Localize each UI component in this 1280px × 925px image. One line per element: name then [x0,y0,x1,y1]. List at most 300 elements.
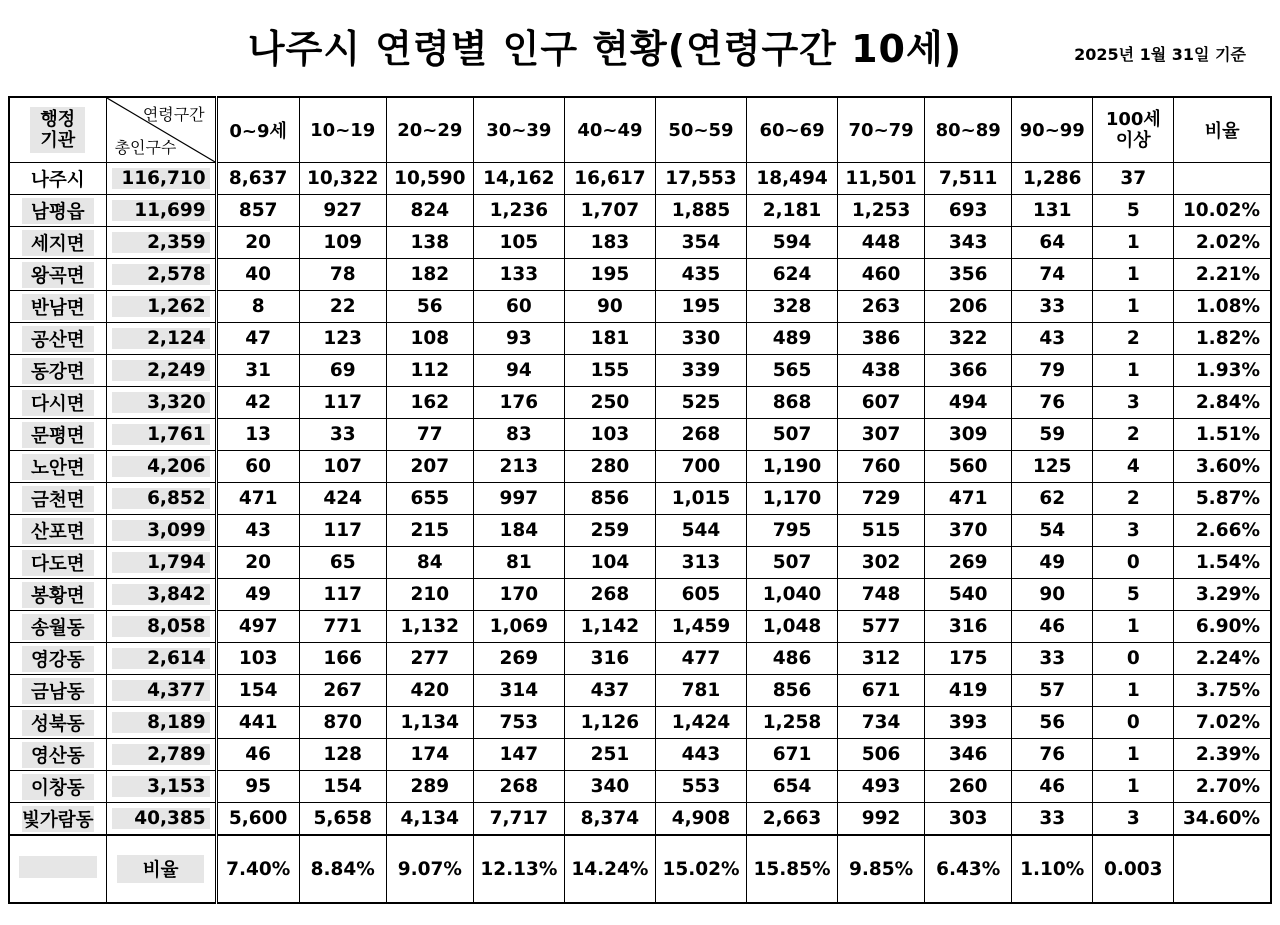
row-age-value: 117 [299,515,386,547]
row-age-value: 307 [838,419,925,451]
row-age-value: 525 [655,387,746,419]
header-age-col: 60~69 [747,97,838,163]
table-row [9,387,1271,419]
row-age-value: 753 [473,707,564,739]
row-over100-value: 3 [1093,803,1174,836]
row-age-value: 184 [473,515,564,547]
row-total-cell [106,483,216,515]
row-ratio-value: 7.02% [1174,707,1271,739]
row-age-value: 20 [216,547,299,579]
table-row [9,579,1271,611]
row-age-value: 64 [1012,227,1093,259]
row-over100-value: 1 [1093,355,1174,387]
table-row [9,259,1271,291]
row-age-value: 2,181 [747,195,838,227]
row-gov-name-cell [9,259,106,291]
table-row [9,451,1271,483]
table-row [9,323,1271,355]
row-age-value: 303 [925,803,1012,836]
table-row [9,483,1271,515]
row-age-value: 268 [473,771,564,803]
table-row [9,163,1271,195]
row-age-value: 166 [299,643,386,675]
row-total-cell [106,515,216,547]
row-total: 2,124 [112,328,210,349]
row-age-value: 1,170 [747,483,838,515]
row-total-cell [106,419,216,451]
row-ratio-value [1174,163,1271,195]
row-age-value: 460 [838,259,925,291]
row-age-value: 42 [216,387,299,419]
row-age-value: 7,717 [473,803,564,836]
row-ratio-value: 1.51% [1174,419,1271,451]
row-gov-name: 다도면 [22,550,94,576]
row-total-cell [106,259,216,291]
row-age-value: 506 [838,739,925,771]
row-age-value: 560 [925,451,1012,483]
row-age-value: 11,501 [838,163,925,195]
row-age-value: 269 [473,643,564,675]
header-over100-line2: 이상 [1115,130,1151,151]
row-age-value: 1,132 [386,611,473,643]
row-total: 2,359 [112,232,210,253]
row-over100-value: 4 [1093,451,1174,483]
row-age-value: 162 [386,387,473,419]
row-age-value: 174 [386,739,473,771]
row-age-value: 624 [747,259,838,291]
row-gov-name: 세지면 [22,230,94,256]
row-ratio-value: 3.29% [1174,579,1271,611]
row-age-value: 438 [838,355,925,387]
row-over100-value: 0 [1093,707,1174,739]
row-ratio-value: 2.39% [1174,739,1271,771]
row-age-value: 1,286 [1012,163,1093,195]
row-gov-name-cell [9,163,106,195]
row-age-value: 868 [747,387,838,419]
row-age-value: 109 [299,227,386,259]
row-age-value: 74 [1012,259,1093,291]
row-total: 1,794 [112,552,210,573]
row-gov-name-cell [9,675,106,707]
row-age-value: 1,190 [747,451,838,483]
row-age-value: 771 [299,611,386,643]
row-over100-value: 5 [1093,195,1174,227]
row-age-value: 316 [925,611,1012,643]
row-gov-name: 나주시 [30,169,85,191]
row-over100-value: 1 [1093,227,1174,259]
row-gov-name-cell [9,515,106,547]
row-age-value: 93 [473,323,564,355]
row-age-value: 183 [564,227,655,259]
row-age-value: 544 [655,515,746,547]
row-age-value: 259 [564,515,655,547]
row-age-value: 354 [655,227,746,259]
row-total-cell [106,579,216,611]
row-age-value: 343 [925,227,1012,259]
row-age-value: 33 [299,419,386,451]
footer-blank-shade [19,856,97,878]
row-total-cell [106,323,216,355]
row-gov-name-cell [9,771,106,803]
row-over100-value: 2 [1093,323,1174,355]
row-age-value: 108 [386,323,473,355]
row-age-value: 1,048 [747,611,838,643]
row-age-value: 700 [655,451,746,483]
row-age-value: 104 [564,547,655,579]
footer-age-ratio: 15.85% [747,835,838,903]
row-gov-name-cell [9,227,106,259]
row-total: 3,153 [112,776,210,797]
row-age-value: 419 [925,675,1012,707]
row-age-value: 65 [299,547,386,579]
row-total-cell [106,675,216,707]
table-row [9,547,1271,579]
row-gov-name-cell [9,291,106,323]
row-age-value: 8,637 [216,163,299,195]
reference-date: 2025년 1월 31일 기준 [1074,45,1246,64]
row-age-value: 33 [1012,803,1093,836]
row-age-value: 77 [386,419,473,451]
row-age-value: 8 [216,291,299,323]
row-age-value: 133 [473,259,564,291]
row-total: 3,320 [112,392,210,413]
row-age-value: 565 [747,355,838,387]
row-age-value: 56 [1012,707,1093,739]
row-age-value: 540 [925,579,1012,611]
row-age-value: 95 [216,771,299,803]
row-ratio-value: 3.75% [1174,675,1271,707]
row-ratio-value: 2.84% [1174,387,1271,419]
row-age-value: 117 [299,387,386,419]
row-age-value: 170 [473,579,564,611]
row-age-value: 207 [386,451,473,483]
row-age-value: 31 [216,355,299,387]
row-total: 11,699 [112,200,210,221]
row-over100-value: 1 [1093,771,1174,803]
row-age-value: 90 [1012,579,1093,611]
row-gov-name: 공산면 [22,326,94,352]
row-over100-value: 1 [1093,611,1174,643]
footer-ratio-blank [1174,835,1271,903]
row-gov-name: 산포면 [22,518,94,544]
footer-age-ratio: 14.24% [564,835,655,903]
row-ratio-value: 2.70% [1174,771,1271,803]
row-gov-name: 빛가람동 [22,806,94,832]
row-age-value: 60 [473,291,564,323]
row-total-cell [106,547,216,579]
table-row [9,291,1271,323]
row-ratio-value: 2.24% [1174,643,1271,675]
row-age-value: 748 [838,579,925,611]
table-row [9,515,1271,547]
row-over100-value: 2 [1093,419,1174,451]
row-total-cell [106,707,216,739]
row-age-value: 215 [386,515,473,547]
header-over100 [1093,97,1174,163]
row-ratio-value: 2.21% [1174,259,1271,291]
header-age-col: 0~9세 [216,97,299,163]
row-age-value: 206 [925,291,1012,323]
row-total: 1,761 [112,424,210,445]
row-over100-value: 3 [1093,515,1174,547]
row-age-value: 10,590 [386,163,473,195]
row-age-value: 147 [473,739,564,771]
row-age-value: 2,663 [747,803,838,836]
row-age-value: 448 [838,227,925,259]
footer-age-ratio: 1.10% [1012,835,1093,903]
row-total-cell [106,771,216,803]
row-age-value: 494 [925,387,1012,419]
row-age-value: 155 [564,355,655,387]
row-age-value: 927 [299,195,386,227]
row-age-value: 486 [747,643,838,675]
row-gov-name: 반남면 [22,294,94,320]
row-gov-name-cell [9,387,106,419]
row-gov-name: 동강면 [22,358,94,384]
footer-ratio-row [9,835,1271,903]
footer-over100-ratio: 0.003 [1093,835,1174,903]
row-age-value: 857 [216,195,299,227]
row-over100-value: 3 [1093,387,1174,419]
row-age-value: 4,908 [655,803,746,836]
footer-age-ratio: 9.85% [838,835,925,903]
row-age-value: 269 [925,547,1012,579]
row-age-value: 1,885 [655,195,746,227]
row-age-value: 60 [216,451,299,483]
row-age-value: 1,142 [564,611,655,643]
row-total: 2,614 [112,648,210,669]
header-age-col: 70~79 [838,97,925,163]
row-ratio-value: 2.02% [1174,227,1271,259]
table-row [9,803,1271,836]
row-gov-name: 왕곡면 [22,262,94,288]
row-over100-value: 1 [1093,291,1174,323]
row-age-value: 1,015 [655,483,746,515]
row-gov-name: 봉황면 [22,582,94,608]
row-over100-value: 2 [1093,483,1174,515]
header-age-col: 90~99 [1012,97,1093,163]
row-age-value: 33 [1012,643,1093,675]
row-age-value: 1,040 [747,579,838,611]
population-table [8,96,1272,904]
row-age-value: 302 [838,547,925,579]
row-age-value: 489 [747,323,838,355]
row-total: 2,789 [112,744,210,765]
header-age-col: 10~19 [299,97,386,163]
row-age-value: 57 [1012,675,1093,707]
row-age-value: 154 [299,771,386,803]
row-over100-value: 0 [1093,547,1174,579]
row-gov-name-cell [9,483,106,515]
row-age-value: 251 [564,739,655,771]
row-total: 4,377 [112,680,210,701]
row-age-value: 856 [564,483,655,515]
header-over100-line1: 100세 [1105,109,1161,130]
row-age-value: 138 [386,227,473,259]
row-age-value: 515 [838,515,925,547]
row-age-value: 856 [747,675,838,707]
table-row [9,739,1271,771]
row-age-value: 497 [216,611,299,643]
row-age-value: 328 [747,291,838,323]
row-age-value: 366 [925,355,1012,387]
row-age-value: 471 [216,483,299,515]
row-age-value: 312 [838,643,925,675]
row-age-value: 330 [655,323,746,355]
row-age-value: 605 [655,579,746,611]
footer-label: 비율 [117,855,205,883]
row-total-cell [106,803,216,836]
row-age-value: 507 [747,547,838,579]
row-total-cell [106,739,216,771]
row-age-value: 22 [299,291,386,323]
row-age-value: 471 [925,483,1012,515]
row-total-cell [106,643,216,675]
row-age-value: 4,134 [386,803,473,836]
table-row [9,611,1271,643]
row-age-value: 128 [299,739,386,771]
row-age-value: 443 [655,739,746,771]
header-gov-unit [9,97,106,163]
table-row [9,227,1271,259]
header-age-col: 50~59 [655,97,746,163]
row-age-value: 322 [925,323,1012,355]
footer-age-ratio: 12.13% [473,835,564,903]
table-row [9,771,1271,803]
row-age-value: 339 [655,355,746,387]
row-total-cell [106,291,216,323]
page-title: 나주시 연령별 인구 현황(연령구간 10세) [247,27,963,71]
table-row [9,643,1271,675]
row-age-value: 346 [925,739,1012,771]
row-gov-name-cell [9,323,106,355]
row-age-value: 18,494 [747,163,838,195]
row-ratio-value: 6.90% [1174,611,1271,643]
row-age-value: 760 [838,451,925,483]
row-total-cell [106,611,216,643]
header-row [9,97,1271,163]
row-age-value: 424 [299,483,386,515]
row-age-value: 729 [838,483,925,515]
row-gov-name-cell [9,643,106,675]
row-age-value: 693 [925,195,1012,227]
row-total: 2,249 [112,360,210,381]
row-age-value: 176 [473,387,564,419]
row-over100-value: 37 [1093,163,1174,195]
footer-age-ratio: 9.07% [386,835,473,903]
row-gov-name-cell [9,547,106,579]
row-age-value: 103 [564,419,655,451]
header-gov-line2: 기관 [40,130,76,151]
header-age-col: 20~29 [386,97,473,163]
row-age-value: 10,322 [299,163,386,195]
row-age-value: 594 [747,227,838,259]
row-age-value: 154 [216,675,299,707]
row-age-value: 105 [473,227,564,259]
row-age-value: 997 [473,483,564,515]
footer-age-ratio: 15.02% [655,835,746,903]
row-gov-name-cell [9,707,106,739]
row-age-value: 47 [216,323,299,355]
row-age-value: 250 [564,387,655,419]
row-age-value: 131 [1012,195,1093,227]
row-age-value: 43 [216,515,299,547]
row-total: 116,710 [112,168,210,189]
header-corner [106,97,216,163]
row-age-value: 195 [564,259,655,291]
row-age-value: 175 [925,643,1012,675]
row-age-value: 437 [564,675,655,707]
header-age-col: 40~49 [564,97,655,163]
header-gov-shade [30,107,85,153]
row-gov-name: 노안면 [22,454,94,480]
row-age-value: 1,134 [386,707,473,739]
row-age-value: 79 [1012,355,1093,387]
header-total-pop-label: 총인구수 [114,138,177,157]
row-age-value: 49 [1012,547,1093,579]
row-age-value: 181 [564,323,655,355]
row-gov-name: 남평읍 [22,198,94,224]
row-age-value: 1,707 [564,195,655,227]
table-row [9,419,1271,451]
row-ratio-value: 1.82% [1174,323,1271,355]
row-gov-name: 영산동 [22,742,94,768]
row-age-value: 210 [386,579,473,611]
row-age-value: 386 [838,323,925,355]
table-row [9,675,1271,707]
row-total: 40,385 [112,808,210,829]
row-age-value: 734 [838,707,925,739]
row-age-value: 69 [299,355,386,387]
row-age-value: 314 [473,675,564,707]
row-age-value: 7,511 [925,163,1012,195]
row-age-value: 78 [299,259,386,291]
row-total-cell [106,355,216,387]
row-age-value: 289 [386,771,473,803]
row-over100-value: 5 [1093,579,1174,611]
row-age-value: 16,617 [564,163,655,195]
row-age-value: 13 [216,419,299,451]
row-age-value: 267 [299,675,386,707]
row-gov-name-cell [9,451,106,483]
row-total-cell [106,195,216,227]
row-ratio-value: 10.02% [1174,195,1271,227]
row-age-value: 84 [386,547,473,579]
row-gov-name: 금남동 [22,678,94,704]
row-total: 2,578 [112,264,210,285]
row-age-value: 213 [473,451,564,483]
row-age-value: 1,424 [655,707,746,739]
row-age-value: 46 [216,739,299,771]
row-age-value: 477 [655,643,746,675]
row-ratio-value: 5.87% [1174,483,1271,515]
row-gov-name-cell [9,739,106,771]
table-row [9,707,1271,739]
row-age-value: 90 [564,291,655,323]
row-age-value: 56 [386,291,473,323]
row-age-value: 14,162 [473,163,564,195]
row-total: 8,058 [112,616,210,637]
row-age-value: 277 [386,643,473,675]
row-age-value: 46 [1012,611,1093,643]
row-age-value: 607 [838,387,925,419]
row-age-value: 1,459 [655,611,746,643]
row-gov-name-cell [9,579,106,611]
row-age-value: 20 [216,227,299,259]
row-age-value: 54 [1012,515,1093,547]
row-gov-name: 영강동 [22,646,94,672]
row-age-value: 1,236 [473,195,564,227]
